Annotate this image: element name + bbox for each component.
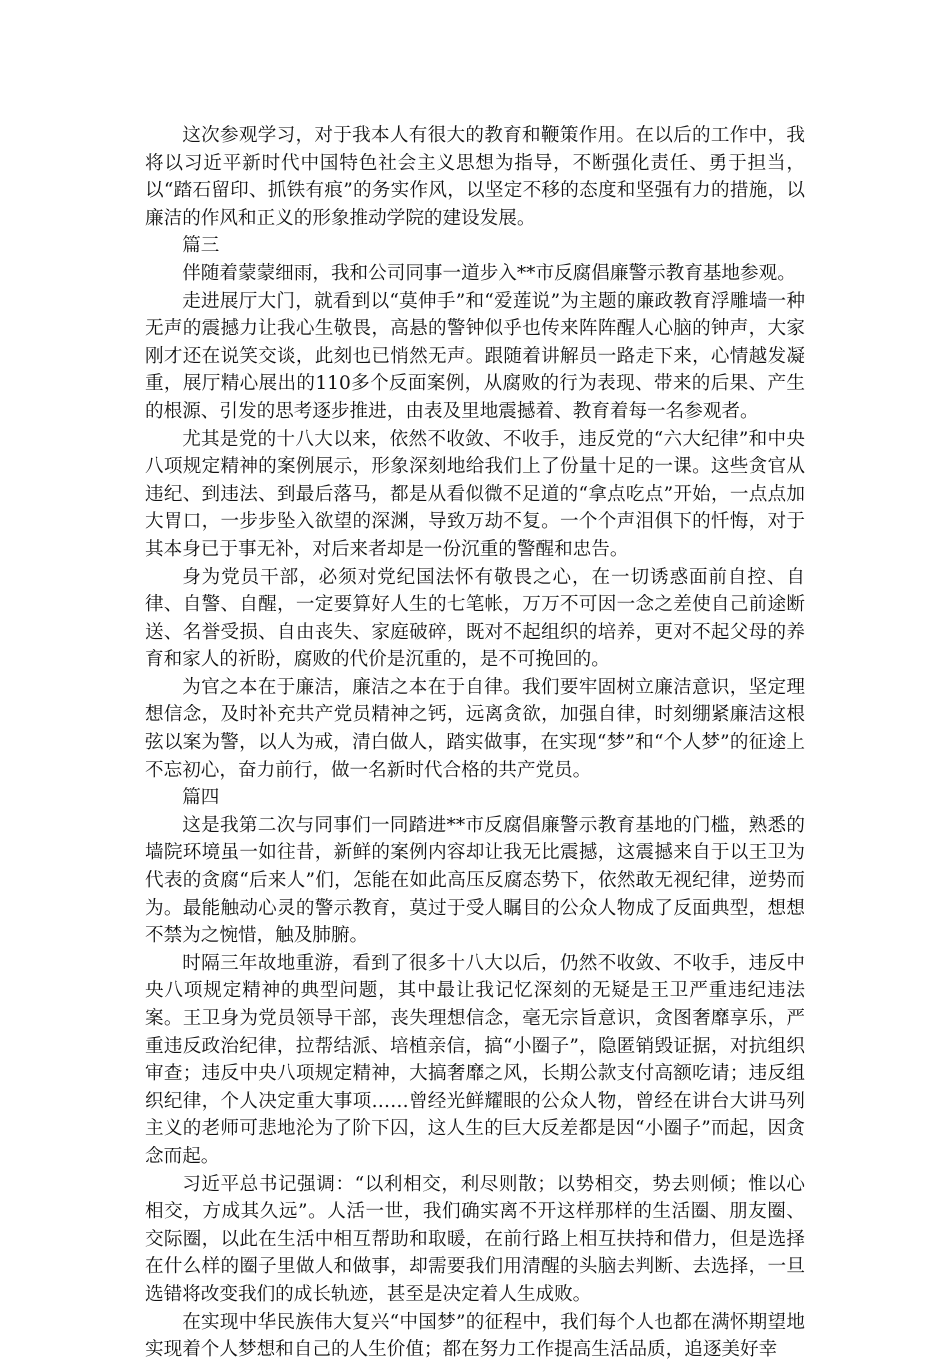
paragraph-intro: 这次参观学习，对于我本人有很大的教育和鞭策作用。在以后的工作中，我将以习近平新时代中国特色社会主义思想为指导，不断强化责任、勇于担当，以“踏石留印、抓铁有痕”的务实作风，以坚定不移的态度和坚强有力的措施，以廉洁的作风和正义的形象推动学院的建设发展。 (145, 125, 805, 229)
paragraph: 时隔三年故地重游，看到了很多十八大以后，仍然不收敛、不收手，违反中央八项规定精神的典型问题，其中最让我记忆深刻的无疑是王卫严重违纪违法案。王卫身为党员领导干部，丧失理想信念，毫无宗旨意识，贪图奢靡享乐，严重违反政治纪律，拉帮结派、培植亲信，搞“小圈子”，隐匿销毁证据，对抗组织审查；违反中央八项规定精神，大搞奢靡之风，长期公款支付高额吃请；违反组织纪律，个人决定重大事项……曾经光鲜耀眼的公众人物，曾经在讲台大讲马列主义的老师可悲地沦为了阶下囚，这人生的巨大反差都是因“小圈子”而起，因贪念而起。 (145, 952, 805, 1167)
section-heading-part-3: 篇三 (182, 235, 220, 257)
paragraph: 这是我第二次与同事们一同踏进**市反腐倡廉警示教育基地的门槛，熟悉的墙院环境虽一如往昔，新鲜的案例内容却让我无比震撼，这震撼来自于以王卫为代表的贪腐“后来人”们，怎能在如此高压反腐态势下，依然敢无视纪律，逆势而为。最能触动心灵的警示教育，莫过于受人瞩目的公众人物成了反面典型，想想不禁为之惋惜，触及肺腑。 (145, 814, 805, 947)
document-body (145, 122, 805, 1364)
paragraph: 在实现中华民族伟大复兴“中国梦”的征程中，我们每个人也都在满怀期望地实现着个人梦想和自己的人生价值；都在努力工作提高生活品质，追逐美好幸 (145, 1311, 805, 1361)
paragraph: 尤其是党的十八大以来，依然不收敛、不收手，违反党的“六大纪律”和中央八项规定精神的案例展示，形象深刻地给我们上了份量十足的一课。这些贪官从违纪、到违法、到最后落马，都是从看似微不足道的“拿点吃点”开始，一点点加大胃口，一步步坠入欲望的深渊，导致万劫不复。一个个声泪俱下的忏悔，对于其本身已于事无补，对后来者却是一份沉重的警醒和忠告。 (145, 428, 805, 560)
paragraph: 伴随着蒙蒙细雨，我和公司同事一道步入**市反腐倡廉警示教育基地参观。 (182, 262, 796, 284)
paragraph: 走进展厅大门，就看到以“莫伸手”和“爱莲说”为主题的廉政教育浮雕墙一种无声的震撼力让我心生敬畏，高悬的警钟似乎也传来阵阵醒人心脑的钟声，大家刚才还在说笑交谈，此刻也已悄然无声。跟随着讲解员一路走下来，心情越发凝重，展厅精心展出的110多个反面案例，从腐败的行为表现、带来的后果、产生的根源、引发的思考逐步推进，由表及里地震撼着、教育着每一名参观者。 (145, 290, 805, 422)
paragraph: 为官之本在于廉洁，廉洁之本在于自律。我们要牢固树立廉洁意识，坚定理想信念，及时补充共产党员精神之钙，远离贪欲，加强自律，时刻绷紧廉洁这根弦以案为警，以人为戒，清白做人，踏实做事，在实现“梦”和“个人梦”的征途上不忘初心，奋力前行，做一名新时代合格的共产党员。 (145, 676, 805, 781)
section-heading-part-4: 篇四 (182, 787, 220, 809)
paragraph: 习近平总书记强调：“以利相交，利尽则散；以势相交，势去则倾；惟以心相交，方成其久远”。人活一世，我们确实离不开这样那样的生活圈、朋友圈、交际圈，以此在生活中相互帮助和取暖，在前行路上相互扶持和借力，但是选择在什么样的圈子里做人和做事，却需要我们用清醒的头脑去判断、去选择，一旦选错将改变我们的成长轨迹，甚至是决定着人生成败。 (145, 1173, 805, 1305)
paragraph: 身为党员干部，必须对党纪国法怀有敬畏之心，在一切诱惑面前自控、自律、自警、自醒，一定要算好人生的七笔帐，万万不可因一念之差使自己前途断送、名誉受损、自由丧失、家庭破碎，既对不起组织的培养，更对不起父母的养育和家人的祈盼，腐败的代价是沉重的，是不可挽回的。 (145, 566, 805, 671)
